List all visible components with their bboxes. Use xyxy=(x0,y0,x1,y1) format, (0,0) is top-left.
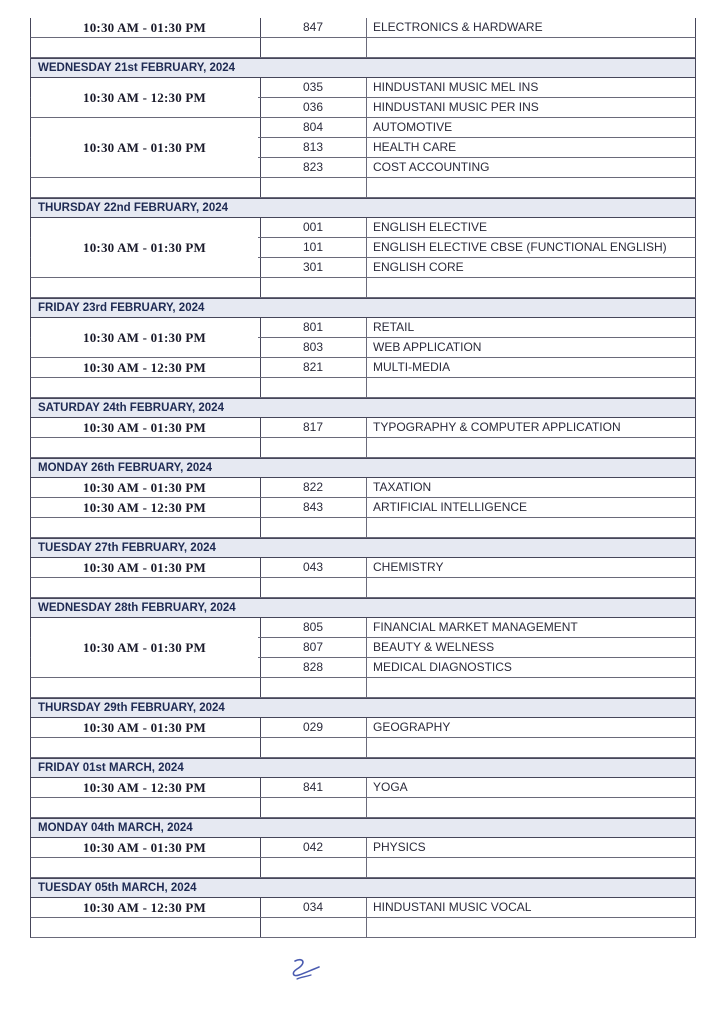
day-date: THURSDAY 29th FEBRUARY, 2024 xyxy=(38,702,225,714)
subject-name: HEALTH CARE xyxy=(373,140,457,154)
subject-code xyxy=(260,178,367,197)
exam-time: 10:30 AM - 01:30 PM xyxy=(83,720,206,735)
subject-name: ENGLISH ELECTIVE CBSE (FUNCTIONAL ENGLISH) xyxy=(373,240,667,254)
time-block xyxy=(30,498,696,518)
subject-code: 803 xyxy=(260,338,367,357)
subject-name: ENGLISH CORE xyxy=(373,260,464,274)
empty-row xyxy=(30,278,696,298)
day-section xyxy=(30,698,696,758)
exam-time: 10:30 AM - 01:30 PM xyxy=(83,840,206,855)
subject-code: 035 xyxy=(260,78,367,97)
exam-time: 10:30 AM - 12:30 PM xyxy=(83,900,206,915)
subject-name: FINANCIAL MARKET MANAGEMENT xyxy=(373,620,578,634)
time-block xyxy=(30,778,696,798)
exam-time: 10:30 AM - 01:30 PM xyxy=(83,20,206,35)
subject-code: 301 xyxy=(260,258,367,277)
time-cell xyxy=(31,858,261,877)
day-header-row xyxy=(30,198,696,218)
subject-code xyxy=(260,518,367,537)
subject-name: TAXATION xyxy=(373,480,432,494)
time-cell xyxy=(31,738,261,757)
day-header-row xyxy=(30,818,696,838)
day-date: WEDNESDAY 28th FEBRUARY, 2024 xyxy=(38,602,236,614)
subject-code: 804 xyxy=(260,118,367,137)
time-block xyxy=(30,218,696,278)
day-date: THURSDAY 22nd FEBRUARY, 2024 xyxy=(38,202,229,214)
subject-name: MULTI-MEDIA xyxy=(373,360,451,374)
empty-row xyxy=(30,438,696,458)
subject-code: 822 xyxy=(260,478,367,497)
time-cell xyxy=(31,798,261,817)
day-header-row xyxy=(30,598,696,618)
exam-schedule-table xyxy=(30,18,696,938)
subject-code xyxy=(260,678,367,697)
subject-code xyxy=(260,798,367,817)
day-header-row xyxy=(30,698,696,718)
day-section xyxy=(30,598,696,698)
day-date: SATURDAY 24th FEBRUARY, 2024 xyxy=(38,402,224,414)
subject-code: 805 xyxy=(260,618,367,637)
exam-time: 10:30 AM - 01:30 PM xyxy=(83,480,206,495)
subject-name: AUTOMOTIVE xyxy=(373,120,453,134)
subject-name: ARTIFICIAL INTELLIGENCE xyxy=(373,500,528,514)
empty-row xyxy=(30,518,696,538)
time-cell xyxy=(31,178,261,197)
time-block xyxy=(30,718,696,738)
time-block xyxy=(30,118,696,178)
day-date: WEDNESDAY 21st FEBRUARY, 2024 xyxy=(38,62,236,74)
subject-code: 841 xyxy=(260,778,367,797)
day-date: TUESDAY 05th MARCH, 2024 xyxy=(38,882,197,894)
time-block xyxy=(30,418,696,438)
time-cell xyxy=(31,518,261,537)
subject-code: 036 xyxy=(260,98,367,117)
day-header-row xyxy=(30,58,696,78)
time-block xyxy=(30,78,696,118)
subject-name: BEAUTY & WELNESS xyxy=(373,640,495,654)
subject-name: TYPOGRAPHY & COMPUTER APPLICATION xyxy=(373,420,621,434)
subject-name: HINDUSTANI MUSIC PER INS xyxy=(373,100,539,114)
subject-code: 828 xyxy=(260,658,367,677)
exam-time: 10:30 AM - 01:30 PM xyxy=(83,140,206,155)
signature-icon xyxy=(283,955,329,987)
empty-row xyxy=(30,178,696,198)
time-cell xyxy=(31,918,261,937)
subject-name: HINDUSTANI MUSIC VOCAL xyxy=(373,900,532,914)
time-block xyxy=(30,838,696,858)
day-section xyxy=(30,18,696,58)
time-cell xyxy=(31,678,261,697)
day-section xyxy=(30,458,696,538)
day-date: MONDAY 26th FEBRUARY, 2024 xyxy=(38,462,213,474)
subject-code: 001 xyxy=(260,218,367,237)
subject-code: 801 xyxy=(260,318,367,337)
time-cell xyxy=(31,578,261,597)
subject-name: MEDICAL DIAGNOSTICS xyxy=(373,660,512,674)
subject-code xyxy=(260,738,367,757)
day-section xyxy=(30,198,696,298)
subject-code: 821 xyxy=(260,358,367,377)
empty-row xyxy=(30,578,696,598)
day-header-row xyxy=(30,758,696,778)
subject-name: PHYSICS xyxy=(373,840,426,854)
day-section xyxy=(30,538,696,598)
subject-code: 843 xyxy=(260,498,367,517)
time-cell xyxy=(31,438,261,457)
empty-row xyxy=(30,38,696,58)
subject-name: GEOGRAPHY xyxy=(373,720,451,734)
day-date: MONDAY 04th MARCH, 2024 xyxy=(38,822,193,834)
time-block xyxy=(30,558,696,578)
day-date: FRIDAY 01st MARCH, 2024 xyxy=(38,762,184,774)
subject-name: COST ACCOUNTING xyxy=(373,160,490,174)
subject-name: RETAIL xyxy=(373,320,415,334)
subject-code: 823 xyxy=(260,158,367,177)
day-section xyxy=(30,298,696,398)
day-header-row xyxy=(30,458,696,478)
subject-name: YOGA xyxy=(373,780,408,794)
subject-code: 807 xyxy=(260,638,367,657)
time-cell xyxy=(31,378,261,397)
time-cell xyxy=(31,278,261,297)
exam-time: 10:30 AM - 01:30 PM xyxy=(83,640,206,655)
time-block xyxy=(30,318,696,358)
subject-code: 029 xyxy=(260,718,367,737)
subject-code xyxy=(260,438,367,457)
subject-code xyxy=(260,38,367,57)
day-date: TUESDAY 27th FEBRUARY, 2024 xyxy=(38,542,216,554)
subject-code: 101 xyxy=(260,238,367,257)
exam-time: 10:30 AM - 12:30 PM xyxy=(83,500,206,515)
day-header-row xyxy=(30,878,696,898)
subject-code: 847 xyxy=(260,18,367,37)
exam-time: 10:30 AM - 12:30 PM xyxy=(83,780,206,795)
day-section xyxy=(30,758,696,818)
subject-code: 034 xyxy=(260,898,367,917)
subject-name: CHEMISTRY xyxy=(373,560,444,574)
empty-row xyxy=(30,918,696,938)
empty-row xyxy=(30,678,696,698)
day-section xyxy=(30,398,696,458)
subject-code xyxy=(260,378,367,397)
day-header-row xyxy=(30,298,696,318)
time-block xyxy=(30,18,696,38)
subject-name: HINDUSTANI MUSIC MEL INS xyxy=(373,80,539,94)
time-block xyxy=(30,618,696,678)
subject-code xyxy=(260,858,367,877)
subject-code xyxy=(260,278,367,297)
day-date: FRIDAY 23rd FEBRUARY, 2024 xyxy=(38,302,205,314)
day-section xyxy=(30,878,696,938)
exam-time: 10:30 AM - 12:30 PM xyxy=(83,360,206,375)
day-header-row xyxy=(30,538,696,558)
day-section xyxy=(30,58,696,198)
day-section xyxy=(30,818,696,878)
time-block xyxy=(30,478,696,498)
exam-time: 10:30 AM - 01:30 PM xyxy=(83,560,206,575)
subject-name: WEB APPLICATION xyxy=(373,340,482,354)
subject-code: 813 xyxy=(260,138,367,157)
subject-name: ENGLISH ELECTIVE xyxy=(373,220,488,234)
subject-code: 043 xyxy=(260,558,367,577)
empty-row xyxy=(30,798,696,818)
exam-time: 10:30 AM - 01:30 PM xyxy=(83,330,206,345)
subject-code: 042 xyxy=(260,838,367,857)
exam-time: 10:30 AM - 01:30 PM xyxy=(83,420,206,435)
exam-time: 10:30 AM - 01:30 PM xyxy=(83,240,206,255)
subject-code xyxy=(260,918,367,937)
subject-code xyxy=(260,578,367,597)
subject-name: ELECTRONICS & HARDWARE xyxy=(373,20,543,34)
time-cell xyxy=(31,38,261,57)
time-block xyxy=(30,898,696,918)
empty-row xyxy=(30,738,696,758)
empty-row xyxy=(30,858,696,878)
subject-code: 817 xyxy=(260,418,367,437)
time-block xyxy=(30,358,696,378)
day-header-row xyxy=(30,398,696,418)
empty-row xyxy=(30,378,696,398)
exam-time: 10:30 AM - 12:30 PM xyxy=(83,90,206,105)
